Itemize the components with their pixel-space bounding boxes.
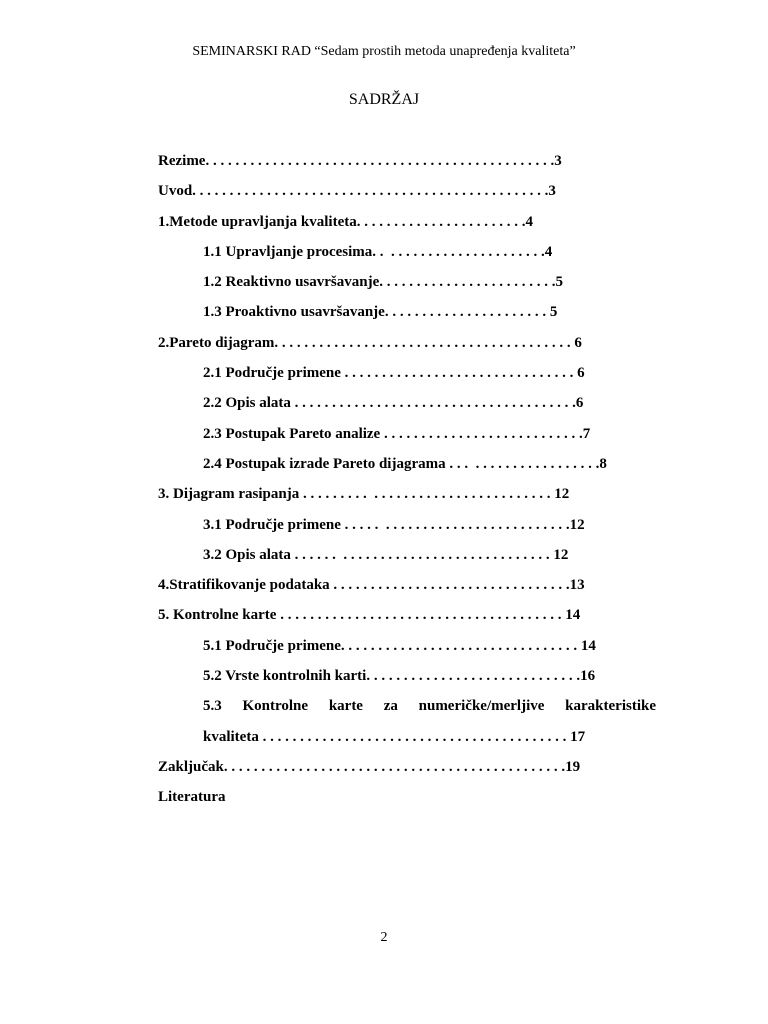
table-of-contents [158, 146, 656, 813]
toc-entry[interactable]: 3. Dijagram rasipanja . . . . . . . . . . . . . . . . . . . . . . . . . . . . . . . . . 12 [158, 486, 570, 503]
toc-entry[interactable]: 5. Kontrolne karte . . . . . . . . . . . . . . . . . . . . . . . . . . . . . . . . . . . . . . 14 [158, 607, 581, 624]
toc-entry[interactable]: 2.Pareto dijagram. . . . . . . . . . . . . . . . . . . . . . . . . . . . . . . . . . . . . . . . 6 [158, 334, 582, 351]
toc-subentry[interactable]: 3.2 Opis alata . . . . . . . . . . . . . . . . . . . . . . . . . . . . . . . . . . 12 [203, 546, 569, 563]
toc-subentry[interactable]: 1.1 Upravljanje procesima. . . . . . . . . . . . . . . . . . . . . . .4 [203, 243, 553, 260]
toc-subentry[interactable]: 2.3 Postupak Pareto analize . . . . . . . . . . . . . . . . . . . . . . . . . . .7 [203, 425, 591, 442]
toc-subentry[interactable]: 5.1 Područje primene. . . . . . . . . . . . . . . . . . . . . . . . . . . . . . . . 14 [203, 637, 596, 654]
toc-entry[interactable]: 4.Stratifikovanje podataka . . . . . . . . . . . . . . . . . . . . . . . . . . . . . . . .13 [158, 577, 585, 594]
toc-subentry[interactable]: 2.1 Područje primene . . . . . . . . . . . . . . . . . . . . . . . . . . . . . . . 6 [203, 365, 585, 382]
toc-subentry[interactable]: 5.2 Vrste kontrolnih karti. . . . . . . . . . . . . . . . . . . . . . . . . . . . .16 [203, 668, 596, 685]
toc-entry[interactable]: Zaključak. . . . . . . . . . . . . . . . . . . . . . . . . . . . . . . . . . . . . . . . . . . . . .19 [158, 758, 581, 775]
toc-entry[interactable]: Rezime. . . . . . . . . . . . . . . . . . . . . . . . . . . . . . . . . . . . . . . . . . . . . . .3 [158, 153, 562, 169]
toc-subentry[interactable]: 5.3 Kontrolne karte za numeričke/merljive karakteristike [203, 698, 656, 715]
toc-entry[interactable]: 1.Metode upravljanja kvaliteta. . . . . . . . . . . . . . . . . . . . . . .4 [158, 213, 533, 230]
toc-subentry[interactable]: 1.2 Reaktivno usavršavanje. . . . . . . . . . . . . . . . . . . . . . . .5 [203, 274, 564, 291]
running-header: SEMINARSKI RAD “Sedam prostih metoda unapređenja kvaliteta” [192, 44, 576, 59]
toc-subentry[interactable]: 2.2 Opis alata . . . . . . . . . . . . . . . . . . . . . . . . . . . . . . . . . . . . . .6 [203, 395, 584, 412]
toc-subentry-continuation[interactable]: kvaliteta . . . . . . . . . . . . . . . . . . . . . . . . . . . . . . . . . . . . . . . . . 17 [203, 728, 586, 745]
page-title: SADRŽAJ [348, 91, 420, 108]
toc-subentry[interactable]: 2.4 Postupak izrade Pareto dijagrama . . . . . . . . . . . . . . . . . . . .8 [203, 455, 607, 472]
toc-entry[interactable]: Uvod. . . . . . . . . . . . . . . . . . . . . . . . . . . . . . . . . . . . . . . . . . . . . . . .3 [158, 183, 556, 200]
toc-subentry[interactable]: 3.1 Područje primene . . . . . . . . . . . . . . . . . . . . . . . . . . . . . .12 [203, 516, 585, 533]
toc-subentry[interactable]: 1.3 Proaktivno usavršavanje. . . . . . . . . . . . . . . . . . . . . . 5 [203, 304, 558, 321]
page-number: 2 [380, 930, 388, 945]
toc-entry[interactable]: Literatura [158, 789, 226, 806]
